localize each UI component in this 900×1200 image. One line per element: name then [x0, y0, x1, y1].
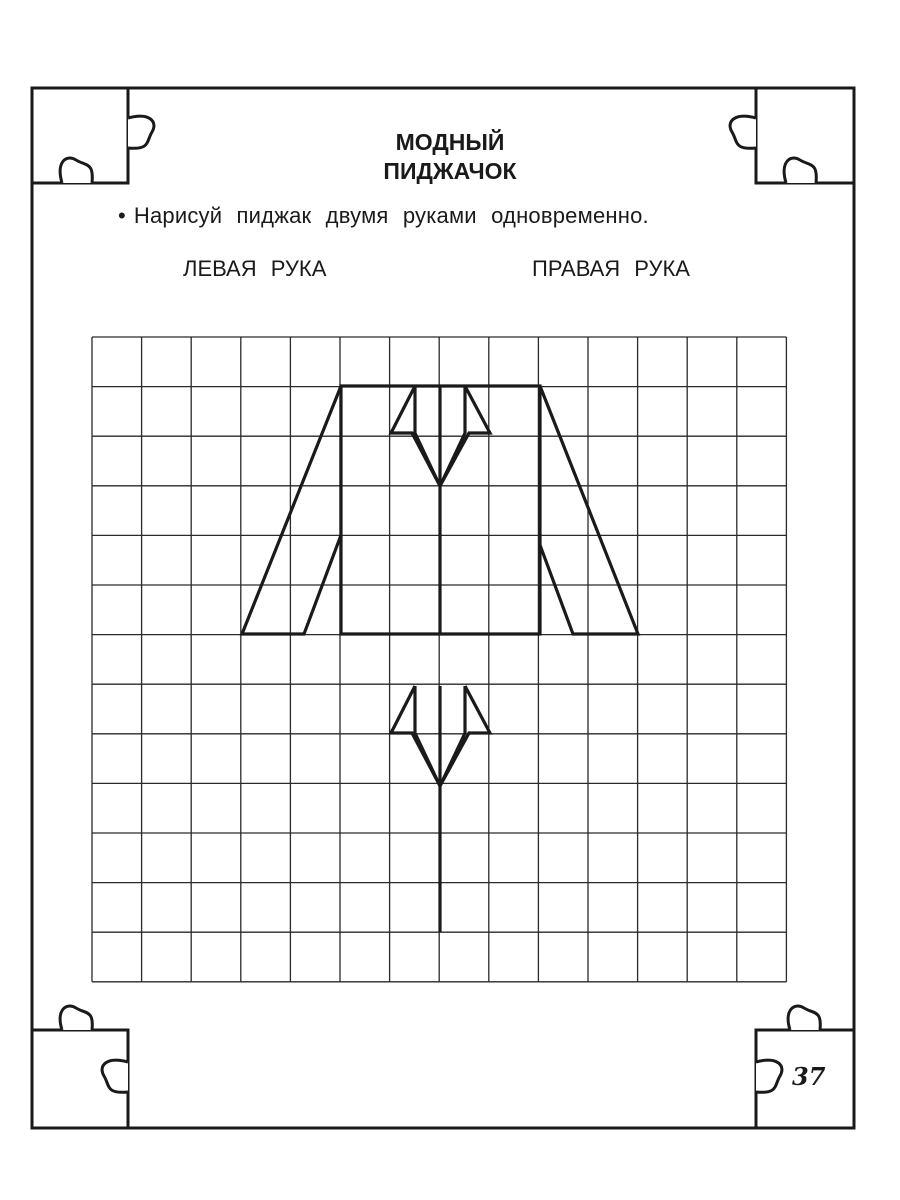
bullet: • [118, 203, 126, 228]
jacket-right-sleeve [540, 386, 638, 634]
page-title-line-1: МОДНЫЙ [395, 129, 505, 155]
partial-left-collar [391, 686, 440, 786]
instruction-text: Нарисуй пиджак двумя руками одновременно. [133, 203, 649, 228]
partial-right-collar [440, 686, 490, 786]
label-right-hand: ПРАВАЯ РУКА [532, 256, 690, 281]
page-title-line-2: ПИДЖАЧОК [383, 158, 517, 184]
page-number: 37 [792, 1062, 826, 1091]
partial-collar-figure [391, 686, 490, 932]
label-left-hand: ЛЕВАЯ РУКА [183, 256, 327, 281]
jacket-left-sleeve [242, 386, 341, 634]
jacket-figure [242, 386, 638, 634]
